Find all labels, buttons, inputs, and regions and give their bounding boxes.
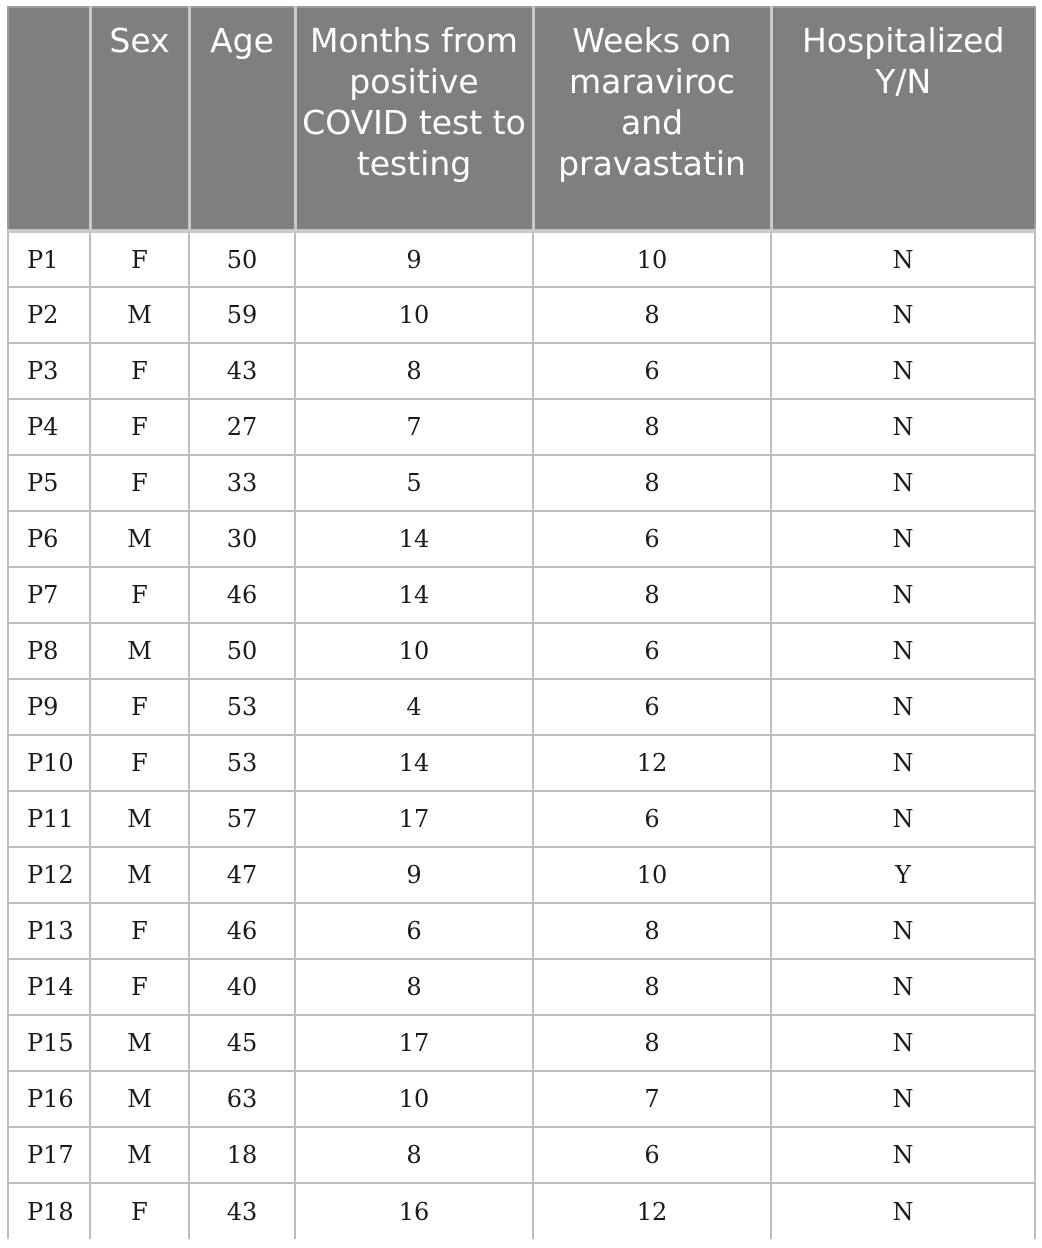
cell-weeks: 6 [533, 1127, 771, 1183]
cell-age: 50 [189, 231, 295, 287]
cell-sex: M [90, 1071, 189, 1127]
cell-weeks: 7 [533, 1071, 771, 1127]
cell-months: 8 [295, 959, 533, 1015]
cell-sex: M [90, 287, 189, 343]
cell-patient-id: P5 [8, 455, 90, 511]
cell-sex: F [90, 343, 189, 399]
table-row [8, 1183, 1035, 1239]
table-row [8, 399, 1035, 455]
cell-weeks: 8 [533, 567, 771, 623]
table-row [8, 1071, 1035, 1127]
table-row [8, 679, 1035, 735]
cell-hospitalized: N [771, 287, 1035, 343]
cell-patient-id: P1 [8, 231, 90, 287]
cell-sex: F [90, 959, 189, 1015]
cell-sex: F [90, 1183, 189, 1239]
cell-age: 40 [189, 959, 295, 1015]
cell-weeks: 6 [533, 791, 771, 847]
cell-patient-id: P17 [8, 1127, 90, 1183]
cell-hospitalized: N [771, 231, 1035, 287]
header-weeks-on-treatment: Weeks on maraviroc and pravastatin [533, 7, 771, 231]
cell-months: 9 [295, 847, 533, 903]
cell-hospitalized: N [771, 511, 1035, 567]
cell-weeks: 8 [533, 1015, 771, 1071]
table-row [8, 847, 1035, 903]
table-row [8, 959, 1035, 1015]
cell-patient-id: P14 [8, 959, 90, 1015]
cell-sex: M [90, 623, 189, 679]
cell-months: 17 [295, 1015, 533, 1071]
cell-age: 27 [189, 399, 295, 455]
table-row [8, 903, 1035, 959]
cell-months: 16 [295, 1183, 533, 1239]
header-row [8, 7, 1035, 231]
table-body [8, 231, 1035, 1239]
cell-age: 30 [189, 511, 295, 567]
cell-age: 53 [189, 735, 295, 791]
cell-weeks: 10 [533, 847, 771, 903]
cell-months: 17 [295, 791, 533, 847]
cell-patient-id: P6 [8, 511, 90, 567]
cell-months: 6 [295, 903, 533, 959]
cell-hospitalized: N [771, 959, 1035, 1015]
cell-hospitalized: N [771, 567, 1035, 623]
cell-sex: F [90, 903, 189, 959]
cell-months: 14 [295, 735, 533, 791]
table-header [8, 7, 1035, 231]
cell-age: 57 [189, 791, 295, 847]
cell-months: 10 [295, 287, 533, 343]
cell-age: 50 [189, 623, 295, 679]
cell-hospitalized: N [771, 791, 1035, 847]
cell-weeks: 8 [533, 455, 771, 511]
cell-age: 63 [189, 1071, 295, 1127]
cell-patient-id: P12 [8, 847, 90, 903]
cell-sex: F [90, 735, 189, 791]
cell-weeks: 6 [533, 623, 771, 679]
cell-weeks: 8 [533, 399, 771, 455]
table-row [8, 567, 1035, 623]
cell-age: 46 [189, 903, 295, 959]
cell-age: 53 [189, 679, 295, 735]
cell-sex: M [90, 1015, 189, 1071]
table-row [8, 231, 1035, 287]
cell-months: 5 [295, 455, 533, 511]
cell-age: 43 [189, 343, 295, 399]
cell-weeks: 6 [533, 679, 771, 735]
table-row [8, 791, 1035, 847]
cell-hospitalized: N [771, 343, 1035, 399]
cell-months: 14 [295, 511, 533, 567]
cell-weeks: 10 [533, 231, 771, 287]
table-row [8, 1015, 1035, 1071]
patient-table [7, 6, 1036, 1239]
cell-sex: F [90, 679, 189, 735]
cell-age: 33 [189, 455, 295, 511]
header-sex: Sex [90, 7, 189, 231]
table-row [8, 343, 1035, 399]
cell-age: 59 [189, 287, 295, 343]
cell-hospitalized: Y [771, 847, 1035, 903]
cell-months: 10 [295, 623, 533, 679]
cell-patient-id: P8 [8, 623, 90, 679]
cell-hospitalized: N [771, 1183, 1035, 1239]
cell-patient-id: P13 [8, 903, 90, 959]
cell-patient-id: P9 [8, 679, 90, 735]
cell-weeks: 12 [533, 1183, 771, 1239]
cell-age: 46 [189, 567, 295, 623]
table-row [8, 623, 1035, 679]
cell-weeks: 6 [533, 343, 771, 399]
cell-sex: M [90, 791, 189, 847]
cell-months: 7 [295, 399, 533, 455]
cell-patient-id: P2 [8, 287, 90, 343]
table-row [8, 287, 1035, 343]
cell-weeks: 8 [533, 287, 771, 343]
cell-hospitalized: N [771, 735, 1035, 791]
cell-sex: M [90, 847, 189, 903]
cell-hospitalized: N [771, 1127, 1035, 1183]
cell-patient-id: P18 [8, 1183, 90, 1239]
cell-age: 43 [189, 1183, 295, 1239]
cell-hospitalized: N [771, 1015, 1035, 1071]
cell-age: 45 [189, 1015, 295, 1071]
cell-sex: M [90, 511, 189, 567]
cell-weeks: 8 [533, 903, 771, 959]
cell-weeks: 8 [533, 959, 771, 1015]
cell-patient-id: P3 [8, 343, 90, 399]
header-age: Age [189, 7, 295, 231]
cell-hospitalized: N [771, 623, 1035, 679]
cell-months: 14 [295, 567, 533, 623]
cell-hospitalized: N [771, 903, 1035, 959]
cell-patient-id: P10 [8, 735, 90, 791]
cell-weeks: 12 [533, 735, 771, 791]
cell-hospitalized: N [771, 679, 1035, 735]
table-row [8, 735, 1035, 791]
cell-months: 4 [295, 679, 533, 735]
cell-hospitalized: N [771, 1071, 1035, 1127]
table-row [8, 455, 1035, 511]
cell-patient-id: P16 [8, 1071, 90, 1127]
cell-patient-id: P11 [8, 791, 90, 847]
cell-sex: M [90, 1127, 189, 1183]
header-months-from-positive-test: Months from positive COVID test to testing [295, 7, 533, 231]
cell-age: 18 [189, 1127, 295, 1183]
cell-sex: F [90, 455, 189, 511]
cell-weeks: 6 [533, 511, 771, 567]
cell-sex: F [90, 567, 189, 623]
header-patient-id [8, 7, 90, 231]
header-hospitalized: Hospitalized Y/N [771, 7, 1035, 231]
table-row [8, 1127, 1035, 1183]
cell-months: 8 [295, 1127, 533, 1183]
cell-patient-id: P7 [8, 567, 90, 623]
cell-months: 10 [295, 1071, 533, 1127]
cell-sex: F [90, 231, 189, 287]
cell-hospitalized: N [771, 455, 1035, 511]
cell-patient-id: P4 [8, 399, 90, 455]
cell-sex: F [90, 399, 189, 455]
cell-patient-id: P15 [8, 1015, 90, 1071]
cell-months: 9 [295, 231, 533, 287]
table-row [8, 511, 1035, 567]
cell-months: 8 [295, 343, 533, 399]
cell-age: 47 [189, 847, 295, 903]
cell-hospitalized: N [771, 399, 1035, 455]
